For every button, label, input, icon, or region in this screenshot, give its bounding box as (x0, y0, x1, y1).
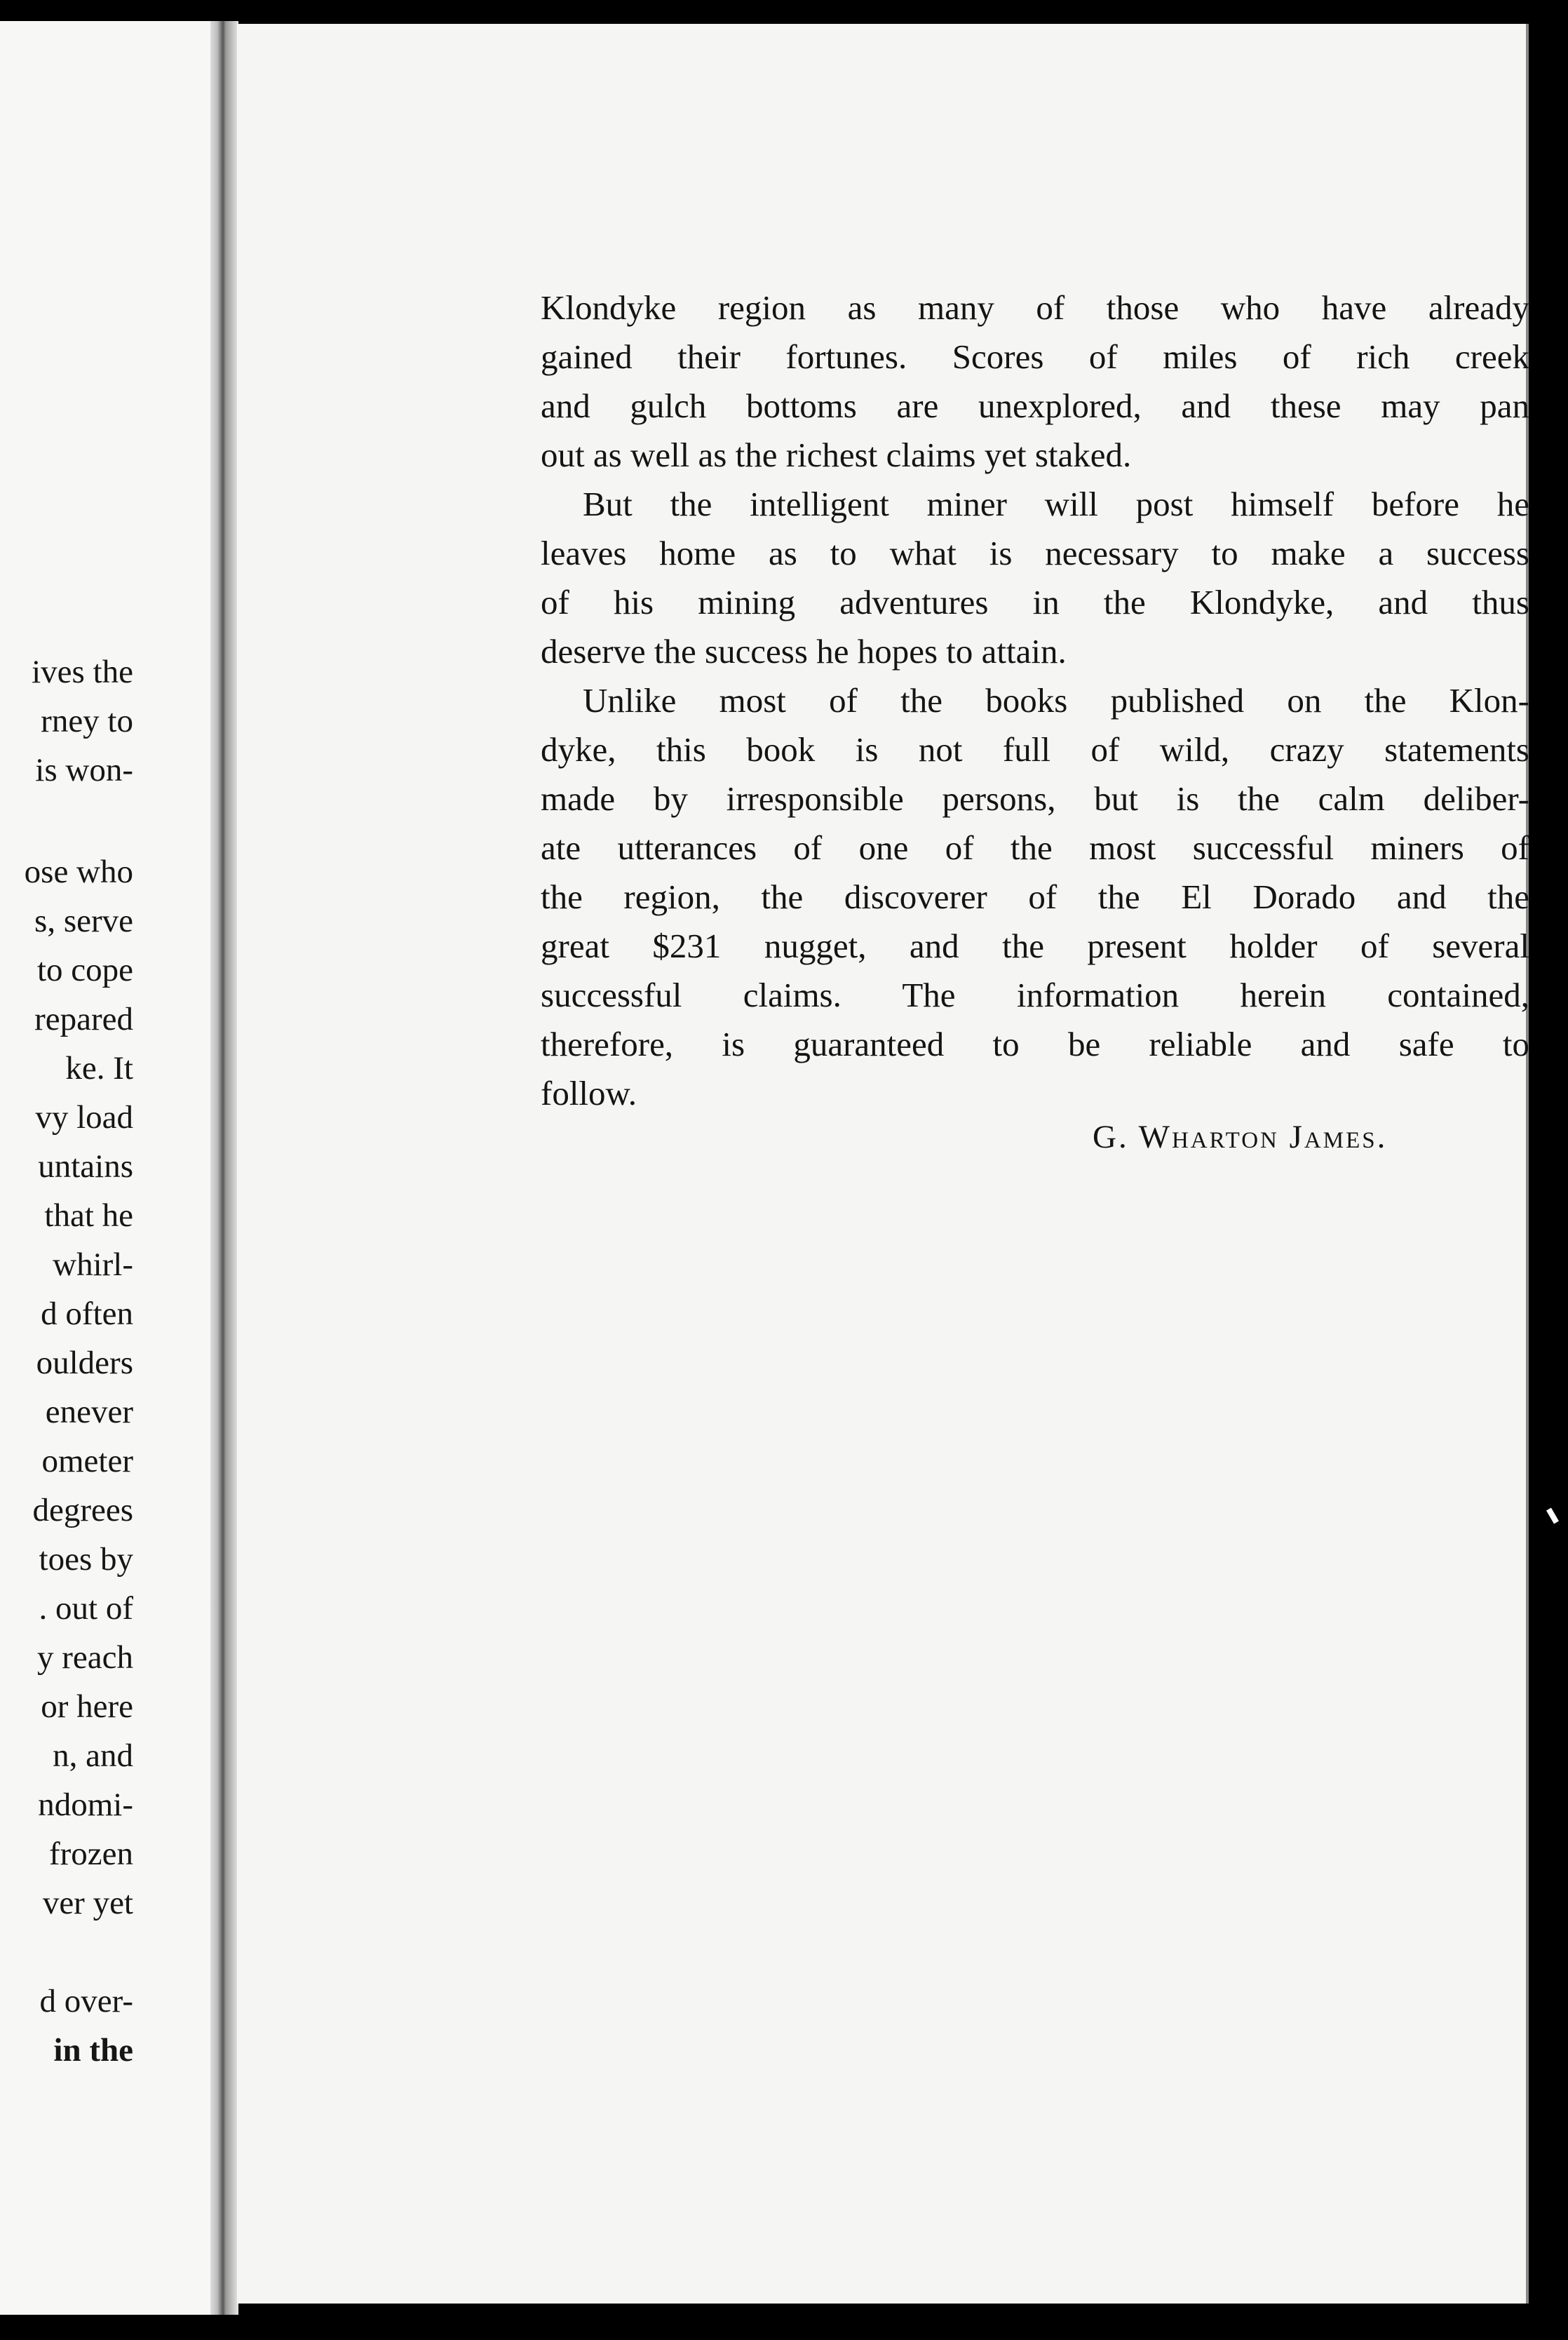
left-page (0, 21, 210, 2315)
text-line: deserve the success he hopes to attain. (541, 632, 1067, 671)
text-line: But the intelligent miner will post himself before he (583, 485, 1529, 523)
left-line: whirl- (53, 1246, 133, 1283)
left-line: untains (38, 1148, 133, 1185)
text-line: follow. (541, 1074, 637, 1112)
left-line: ndomi- (38, 1787, 133, 1823)
left-line: ke. It (65, 1050, 133, 1087)
left-line: to cope (36, 952, 133, 988)
text-line: and gulch bottoms are unexplored, and these may pan (541, 386, 1529, 425)
text-line: the region, the discoverer of the El Dorado and the (541, 878, 1529, 916)
left-line: rney to (41, 703, 133, 739)
left-line: y reach (37, 1639, 133, 1676)
left-line: ver yet (42, 1885, 133, 1921)
text-line: dyke, this book is not full of wild, crazy statements (541, 730, 1529, 769)
text-line: therefore, is guaranteed to be reliable and safe to (541, 1025, 1529, 1063)
left-line: d often (41, 1296, 133, 1332)
left-line: is won- (35, 752, 133, 788)
left-line: or here (41, 1688, 133, 1725)
left-line: s, serve (34, 903, 133, 939)
left-line: n, and (53, 1737, 133, 1774)
left-line: that he (44, 1197, 133, 1234)
left-line: vy load (35, 1099, 133, 1136)
left-line: ometer (41, 1443, 133, 1479)
text-line: gained their fortunes. Scores of miles of rich creek (541, 337, 1529, 376)
text-line: ate utterances of one of the most successful miners of (541, 828, 1529, 867)
scan-speck (1546, 1507, 1559, 1524)
text-line: Unlike most of the books published on the Klon- (583, 681, 1529, 720)
left-line: d over- (39, 1983, 133, 2019)
text-line: successful claims. The information herein contained, (541, 976, 1529, 1014)
left-line: enever (45, 1394, 133, 1430)
left-line: toes by (39, 1541, 133, 1578)
author-signature: G. Wharton James. (1093, 1119, 1388, 1155)
text-line: made by irresponsible persons, but is the calm deliber- (541, 779, 1529, 818)
left-line: ives the (32, 654, 133, 690)
left-line: oulders (36, 1345, 133, 1381)
left-line: degrees (32, 1492, 133, 1528)
book-gutter (210, 21, 238, 2315)
text-line: leaves home as to what is necessary to make a success (541, 534, 1529, 572)
left-line: repared (34, 1001, 133, 1037)
text-line: out as well as the richest claims yet staked. (541, 436, 1132, 474)
text-line: Klondyke region as many of those who have already (541, 288, 1529, 327)
left-line: frozen (48, 1836, 133, 1872)
left-line: ose who (24, 854, 133, 890)
left-line: in the (53, 2032, 133, 2069)
left-line: . out of (39, 1590, 133, 1627)
right-page (237, 24, 1529, 2304)
text-line: of his mining adventures in the Klondyke, and thus (541, 583, 1529, 621)
text-line: great $231 nugget, and the present holder of several (541, 927, 1529, 965)
